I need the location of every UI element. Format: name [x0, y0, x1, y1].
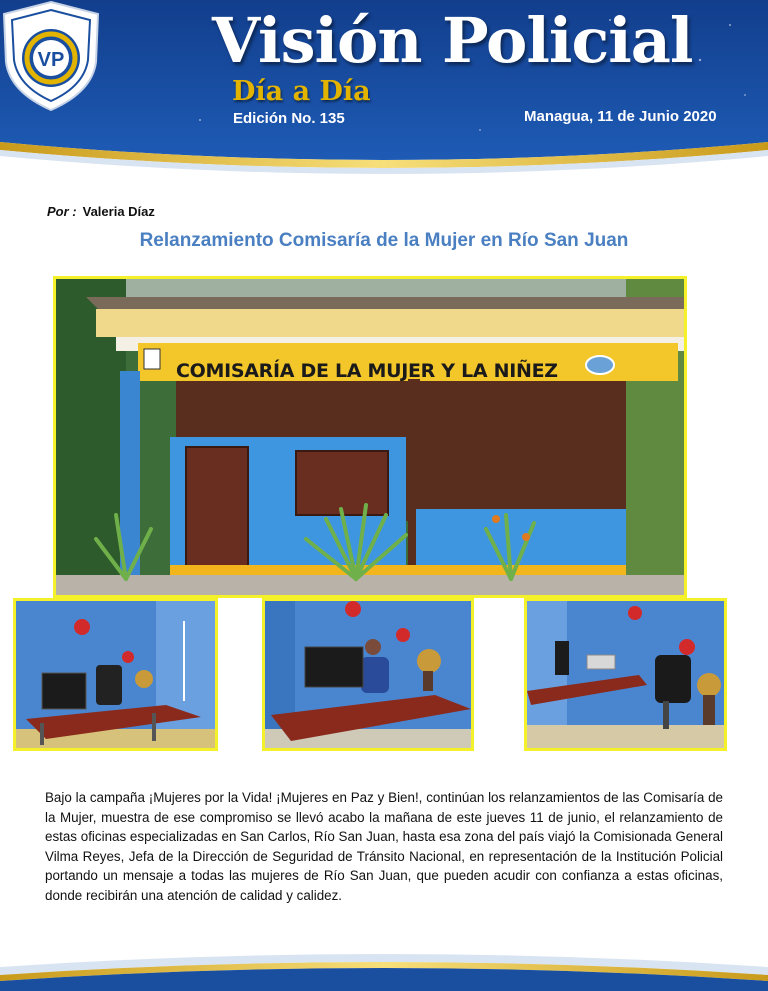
main-photo-building: [53, 276, 687, 598]
footer-band: [0, 945, 768, 991]
photo-officer-at-desk: [262, 598, 474, 751]
office-illustration-1: [16, 601, 215, 748]
office-illustration-2: [265, 601, 471, 748]
dateline: Managua, 11 de Junio 2020: [524, 108, 717, 125]
article-headline: Relanzamiento Comisaría de la Mujer en Río San Juan: [139, 230, 629, 251]
building-illustration: [56, 279, 684, 595]
byline-label: Por :: [47, 204, 77, 219]
police-shield-logo: [0, 0, 102, 112]
footer-decoration: [0, 945, 768, 991]
masthead: [0, 0, 768, 185]
building-sign: COMISARÍA DE LA MUJER Y LA NIÑEZ: [176, 360, 558, 382]
logo-text: VP: [37, 49, 65, 71]
author-name: Valeria Díaz: [82, 204, 155, 219]
byline: [47, 204, 155, 219]
edition-number: Edición No. 135: [233, 110, 345, 127]
office-illustration-3: [527, 601, 724, 748]
photo-office-chair: [524, 598, 727, 751]
article-body: Bajo la campaña ¡Mujeres por la Vida! ¡Mujeres en Paz y Bien!, continúan los relanzamientos de las Comisaría de la Mujer, muestra de ese compromiso se llevó acabo la mañana de este jueves 11 de junio, el relanzamiento de estas oficinas especializadas en San Carlos, Río San Juan, hasta esa zona del país viajó la Comisionada General Vilma Reyes, Jefa de la Dirección de Seguridad de Tránsito Nacional, en representación de la Institución Policial portando un mensaje a todas las mujeres de Río San Juan, que pueden acudir con confianza a estas oficinas, donde recibirán una atención de calidad y calidez.: [45, 790, 723, 903]
photo-office-desk: [13, 598, 218, 751]
masthead-subtitle: Día a Día: [232, 76, 371, 107]
masthead-title: Visión Policial: [212, 4, 693, 77]
